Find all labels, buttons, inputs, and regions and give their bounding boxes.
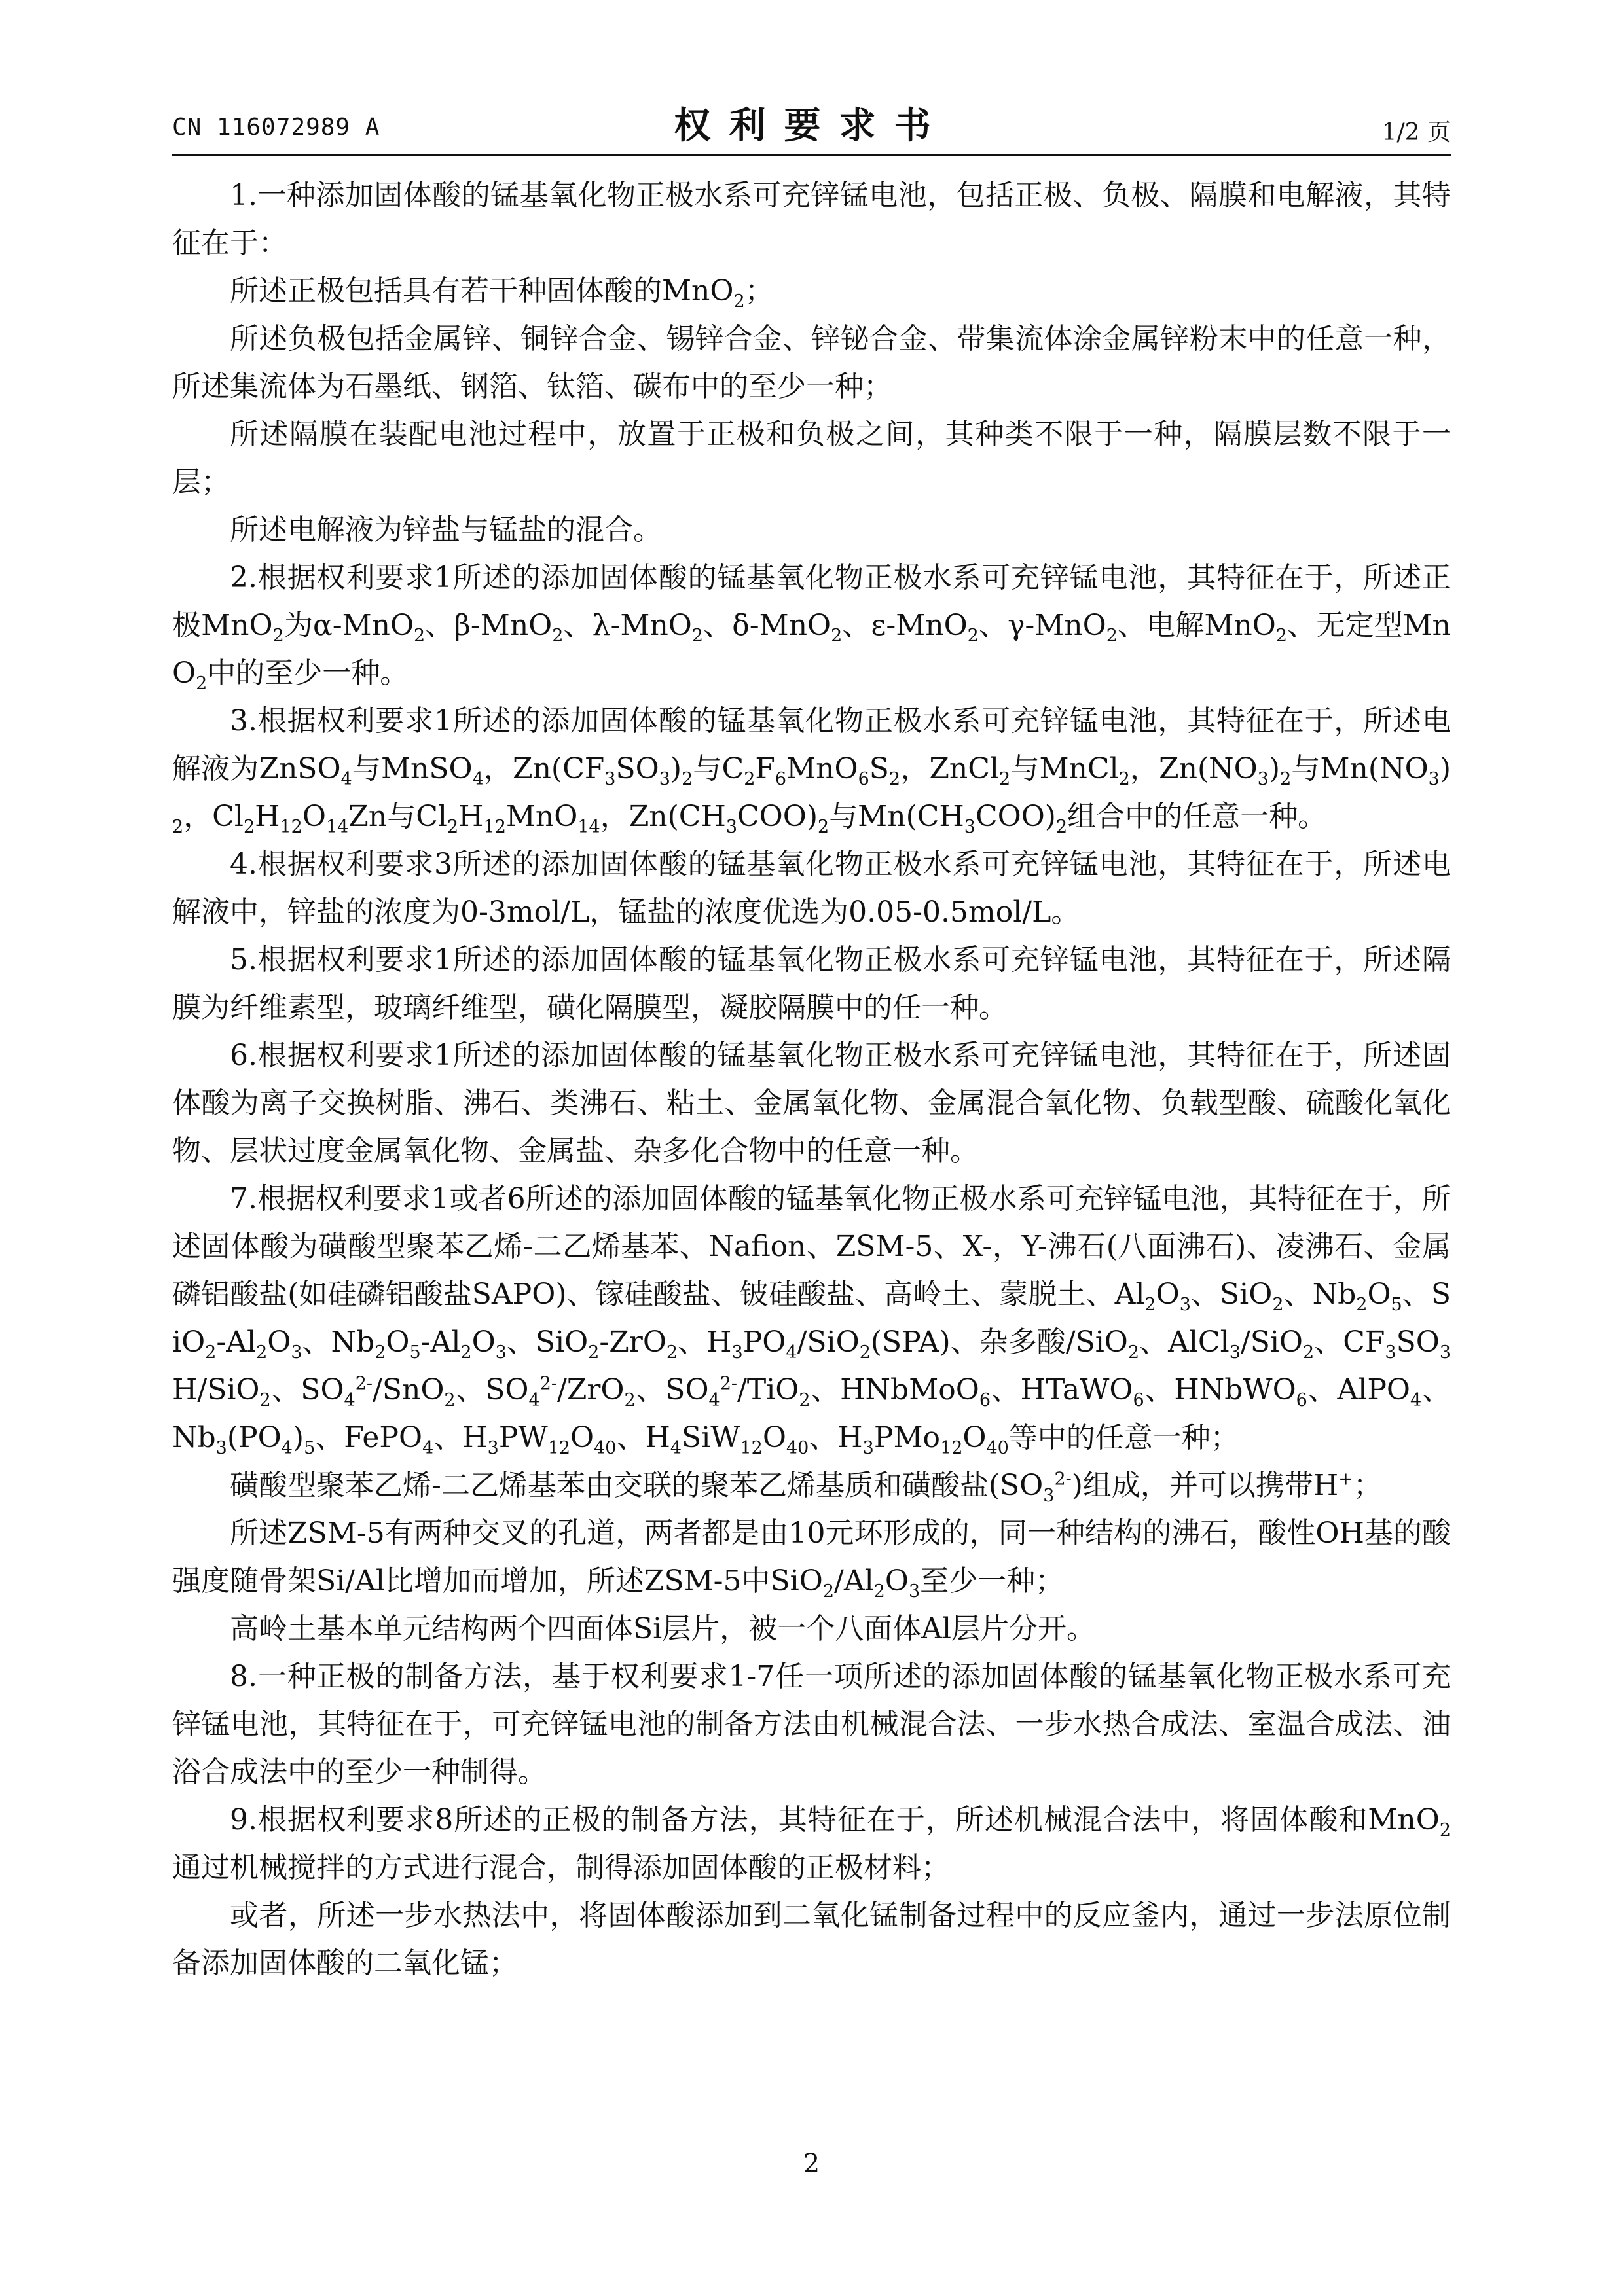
claim-paragraph: 或者，所述一步水热法中，将固体酸添加到二氧化锰制备过程中的反应釜内，通过一步法原位制备添加固体酸的二氧化锰； bbox=[172, 1899, 1451, 1980]
claim-paragraph: 4.根据权利要求3所述的添加固体酸的锰基氧化物正极水系可充锌锰电池，其特征在于，所述电解液中，锌盐的浓度为0-3mol/L，锰盐的浓度优选为0.05-0.5mol/L。 bbox=[172, 848, 1451, 929]
header-divider bbox=[172, 154, 1451, 156]
page-number: 2 bbox=[803, 2149, 820, 2179]
claim-paragraph: 7.根据权利要求1或者6所述的添加固体酸的锰基氧化物正极水系可充锌锰电池，其特征在于，所述固体酸为磺酸型聚苯乙烯-二乙烯基苯、Nafion、ZSM-5、X-，Y-沸石(八面沸石)、凌沸石、金属磷铝酸盐(如硅磷铝酸盐SAPO)、镓硅酸盐、铍硅酸盐、高岭土、蒙脱土、$Al_2O_3$、SiO$_2$、$Nb_2O_5$、$SiO_2-Al_2O_3$、$Nb_2O_5-Al_2O_3$、SiO$_2$-ZrO$_2$、$H_3PO_4/SiO_2(SPA)$、杂多酸/SiO$_2$、AlCl$_3$/SiO$_2$、$CF_3SO_3H/SiO_2$、$SO_4^{2-}/SnO_2$、$SO_4^{2-}/ZrO_2$、$SO_4^{2-}/TiO_2$、HNbMoO$_6$、HTaWO$_6$、HNbWO$_6$、AlPO$_4$、$Nb_3(PO_4)_5$、FePO$_4$、$H_3PW_{12}O_{40}$、$H_4SiW_{12}O_{40}$、$H_3PMo_{12}O_{40}$等中的任意一种； bbox=[172, 1182, 1451, 1458]
claim-paragraph: 所述隔膜在装配电池过程中，放置于正极和负极之间，其种类不限于一种，隔膜层数不限于一层； bbox=[172, 418, 1451, 499]
claims-body bbox=[172, 171, 1451, 1987]
claim-paragraph: 高岭土基本单元结构两个四面体Si层片，被一个八面体Al层片分开。 bbox=[230, 1612, 1096, 1645]
claim-paragraph: 9.根据权利要求8所述的正极的制备方法，其特征在于，所述机械混合法中，将固体酸和MnO$_2$通过机械搅拌的方式进行混合，制得添加固体酸的正极材料； bbox=[172, 1803, 1451, 1884]
claim-paragraph: 8.一种正极的制备方法，基于权利要求1-7任一项所述的添加固体酸的锰基氧化物正极水系可充锌锰电池，其特征在于，可充锌锰电池的制备方法由机械混合法、一步水热合成法、室温合成法、油浴合成法中的至少一种制得。 bbox=[172, 1660, 1451, 1789]
claim-paragraph: 2.根据权利要求1所述的添加固体酸的锰基氧化物正极水系可充锌锰电池，其特征在于，所述正极MnO$_2$为α-MnO$_2$、β-MnO$_2$、λ-MnO$_2$、δ-MnO$_2$、ε-MnO$_2$、γ-MnO$_2$、电解MnO$_2$、无定型MnO$_2$中的至少一种。 bbox=[172, 561, 1451, 694]
page-count: 1/2 页 bbox=[1381, 119, 1451, 146]
claim-paragraph: 所述正极包括具有若干种固体酸的MnO$_2$； bbox=[230, 274, 774, 312]
claim-paragraph: 所述电解液为锌盐与锰盐的混合。 bbox=[230, 513, 662, 547]
page-header bbox=[172, 97, 1451, 149]
document-title: 权利要求书 bbox=[674, 104, 949, 147]
claim-paragraph: 所述负极包括金属锌、铜锌合金、锡锌合金、锌铋合金、带集流体涂金属锌粉末中的任意一种，所述集流体为石墨纸、钢箔、钛箔、碳布中的至少一种； bbox=[172, 322, 1451, 403]
claim-paragraph: 磺酸型聚苯乙烯-二乙烯基苯由交联的聚苯乙烯基质和磺酸盐$(SO_3^{2-})$组成，并可以携带H+； bbox=[230, 1469, 1382, 1506]
claim-paragraph: 所述ZSM-5有两种交叉的孔道，两者都是由10元环形成的，同一种结构的沸石，酸性OH基的酸强度随骨架Si/Al比增加而增加，所述ZSM-5中$SiO_2/Al_2O_3$至少一种； bbox=[172, 1516, 1451, 1602]
document-number: CN 116072989 A bbox=[172, 114, 380, 141]
claim-paragraph: 6.根据权利要求1所述的添加固体酸的锰基氧化物正极水系可充锌锰电池，其特征在于，所述固体酸为离子交换树脂、沸石、类沸石、粘土、金属氧化物、金属混合氧化物、负载型酸、硫酸化氧化物、层状过度金属氧化物、金属盐、杂多化合物中的任意一种。 bbox=[172, 1039, 1451, 1168]
claim-paragraph: 1.一种添加固体酸的锰基氧化物正极水系可充锌锰电池，包括正极、负极、隔膜和电解液，其特征在于： bbox=[172, 179, 1451, 260]
claim-paragraph: 5.根据权利要求1所述的添加固体酸的锰基氧化物正极水系可充锌锰电池，其特征在于，所述隔膜为纤维素型，玻璃纤维型，磺化隔膜型，凝胶隔膜中的任一种。 bbox=[172, 943, 1451, 1024]
claim-paragraph: 3.根据权利要求1所述的添加固体酸的锰基氧化物正极水系可充锌锰电池，其特征在于，所述电解液为ZnSO$_4$与MnSO$_4$，$Zn(CF_3SO_3)_2$与$C_2F_6MnO_6S_2$，ZnCl$_2$与MnCl$_2$，$Zn(NO_3)_2$与$Mn(NO_3)_2$，$Cl_2H_{12}O_{14}Zn$与$Cl_2H_{12}MnO_{14}$，$Zn(CH_3COO)_2$与$Mn(CH_3COO)_2$组合中的任意一种。 bbox=[172, 704, 1451, 837]
